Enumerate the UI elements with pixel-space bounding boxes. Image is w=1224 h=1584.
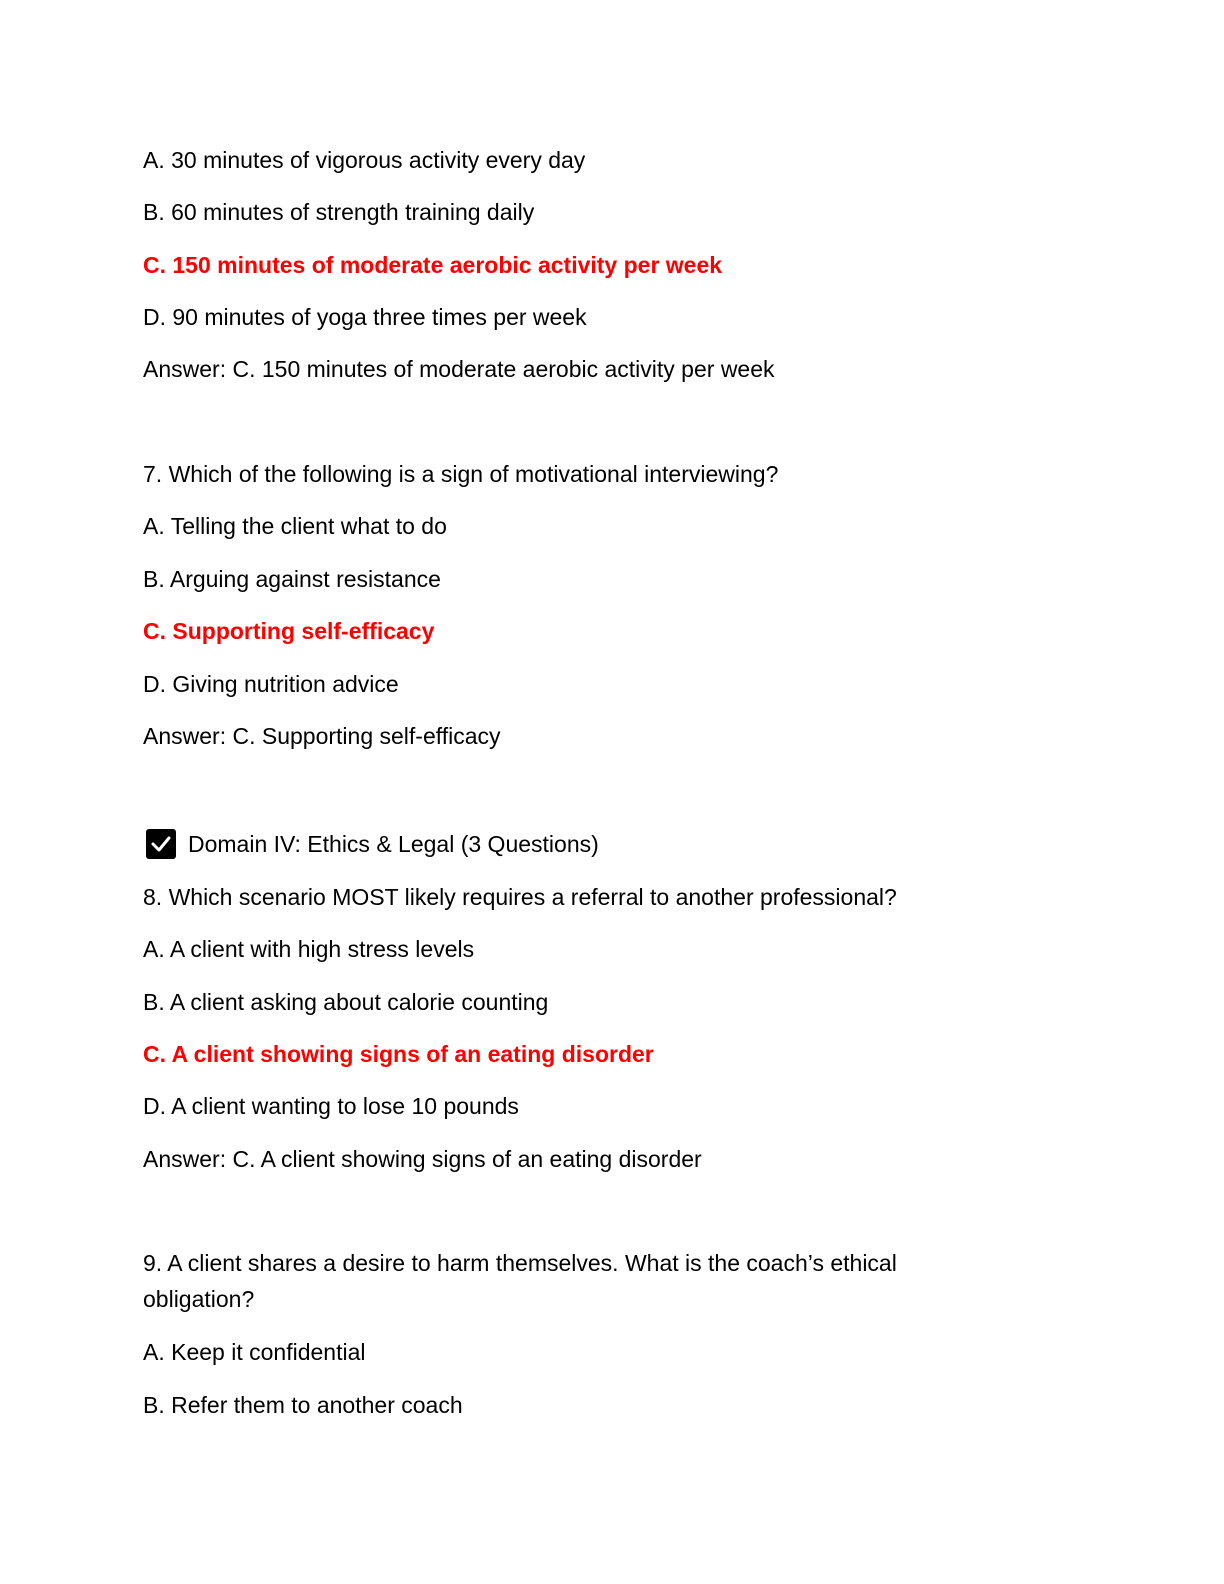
q8-option-c-correct: C. A client showing signs of an eating disorder — [143, 1041, 654, 1067]
q8-question: 8. Which scenario MOST likely requires a referral to another professional? — [143, 884, 897, 910]
q6-option-d: D. 90 minutes of yoga three times per week — [143, 304, 587, 330]
q6-answer: Answer: C. 150 minutes of moderate aerobic activity per week — [143, 356, 775, 382]
q8-option-d: D. A client wanting to lose 10 pounds — [143, 1093, 519, 1119]
q7-option-d: D. Giving nutrition advice — [143, 671, 399, 697]
q7-option-b: B. Arguing against resistance — [143, 566, 441, 592]
q8-option-b: B. A client asking about calorie counting — [143, 989, 549, 1015]
q6-option-a: A. 30 minutes of vigorous activity every day — [143, 147, 586, 173]
domain-heading — [143, 826, 599, 862]
q7-question: 7. Which of the following is a sign of motivational interviewing? — [143, 461, 779, 487]
domain-title: Domain IV: Ethics & Legal (3 Questions) — [188, 831, 599, 857]
q9-option-a: A. Keep it confidential — [143, 1339, 366, 1365]
q7-option-c-correct: C. Supporting self-efficacy — [143, 618, 435, 644]
q9-option-b: B. Refer them to another coach — [143, 1392, 463, 1418]
q8-option-a: A. A client with high stress levels — [143, 936, 475, 962]
q8-answer: Answer: C. A client showing signs of an eating disorder — [143, 1146, 702, 1172]
q7-answer: Answer: C. Supporting self-efficacy — [143, 723, 501, 749]
q6-option-b: B. 60 minutes of strength training daily — [143, 199, 535, 225]
q6-option-c-correct: C. 150 minutes of moderate aerobic activity per week — [143, 252, 723, 278]
check-mark-icon — [146, 829, 176, 859]
q7-option-a: A. Telling the client what to do — [143, 513, 447, 539]
q9-question: 9. A client shares a desire to harm themselves. What is the coach’s ethical obligation? — [143, 1250, 897, 1312]
